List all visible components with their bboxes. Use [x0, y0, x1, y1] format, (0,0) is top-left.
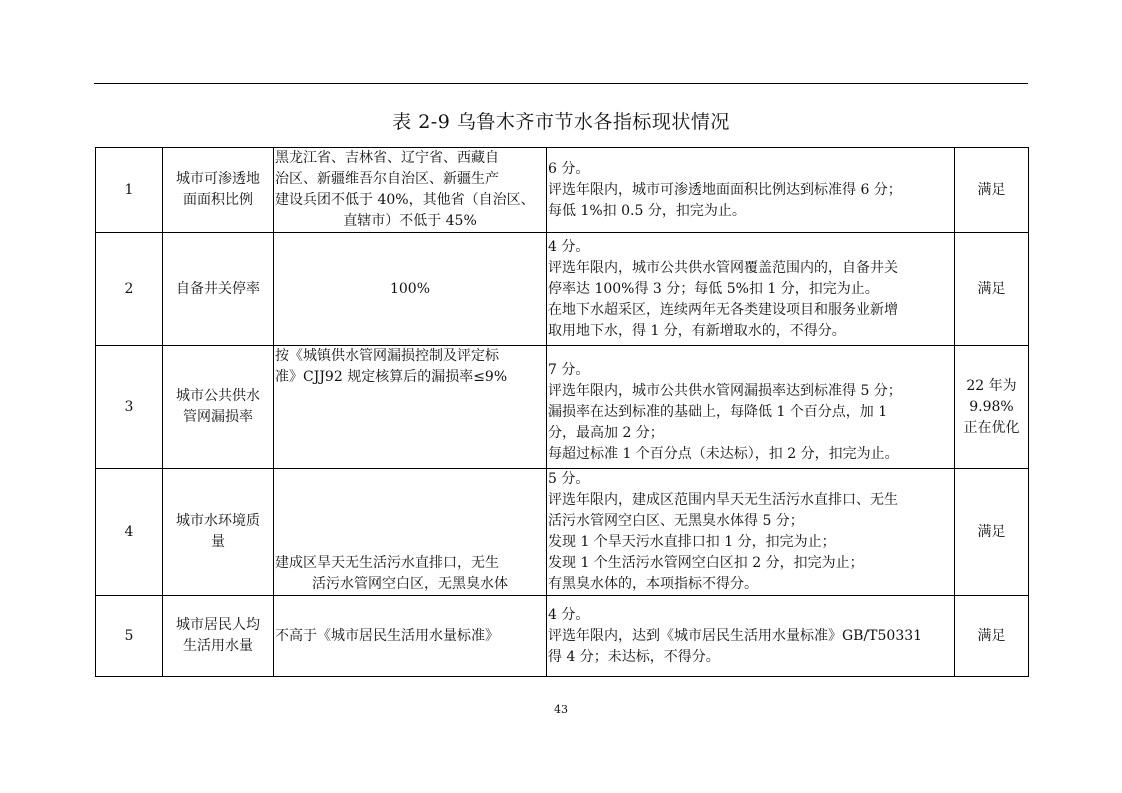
scoring-rule: 4 分。 评选年限内，城市公共供水管网覆盖范围内的，自备井关 停率达 100%得 3 分；每低 5%扣 1 分，扣完为止。 在地下水超采区，连续两年无各类建设项目和服务业新增 取用地下水，得 1 分，有新增取水的，不得分。	[547, 233, 955, 346]
table-row	[96, 596, 1029, 677]
indicator-name: 城市水环境质 量	[163, 469, 274, 596]
indicator-target: 100%	[274, 233, 547, 346]
scoring-rule: 5 分。 评选年限内，建成区范围内旱天无生活污水直排口、无生 活污水管网空白区、无黑臭水体得 5 分； 发现 1 个旱天污水直排口扣 1 分，扣完为止； 发现 1 个生活污水管网空白区扣 2 分，扣完为止； 有黑臭水体的，本项指标不得分。	[547, 469, 955, 596]
row-number: 2	[96, 233, 163, 346]
table-row	[96, 469, 1029, 596]
status-cell: 满足	[955, 148, 1029, 233]
scoring-rule: 7 分。 评选年限内，城市公共供水管网漏损率达到标准得 5 分； 漏损率在达到标准的基础上，每降低 1 个百分点，加 1 分，最高加 2 分； 每超过标准 1 个百分点（未达标），扣 2 分，扣完为止。	[547, 346, 955, 469]
scoring-rule: 4 分。 评选年限内，达到《城市居民生活用水量标准》GB/T50331 得 4 分；未达标，不得分。	[547, 596, 955, 677]
table-title: 表 2-9 乌鲁木齐市节水各指标现状情况	[392, 111, 730, 133]
table-row	[96, 233, 1029, 346]
indicator-name: 自备井关停率	[163, 233, 274, 346]
indicator-target: 建成区旱天无生活污水直排口，无生 活污水管网空白区，无黑臭水体	[274, 469, 547, 596]
page-number: 43	[554, 703, 568, 716]
indicator-name: 城市可渗透地 面面积比例	[163, 148, 274, 233]
row-number: 4	[96, 469, 163, 596]
header-rule	[94, 83, 1028, 84]
status-cell: 满足	[955, 233, 1029, 346]
status-cell: 满足	[955, 469, 1029, 596]
indicator-name: 城市居民人均 生活用水量	[163, 596, 274, 677]
indicator-target: 按《城镇供水管网漏损控制及评定标 准》CJJ92 规定核算后的漏损率≤9%	[274, 346, 547, 469]
status-cell: 满足	[955, 596, 1029, 677]
scoring-rule: 6 分。 评选年限内，城市可渗透地面面积比例达到标准得 6 分； 每低 1%扣 0.5 分，扣完为止。	[547, 148, 955, 233]
row-number: 3	[96, 346, 163, 469]
indicator-target: 黑龙江省、吉林省、辽宁省、西藏自 治区、新疆维吾尔自治区、新疆生产 建设兵团不低于 40%，其他省（自治区、 直辖市）不低于 45%	[274, 148, 547, 233]
indicator-target: 不高于《城市居民生活用水量标准》	[274, 596, 547, 677]
indicator-name: 城市公共供水 管网漏损率	[163, 346, 274, 469]
status-cell: 22 年为 9.98% 正在优化	[955, 346, 1029, 469]
table-row	[96, 148, 1029, 233]
table-row	[96, 346, 1029, 469]
indicator-table	[95, 147, 1029, 677]
row-number: 1	[96, 148, 163, 233]
row-number: 5	[96, 596, 163, 677]
